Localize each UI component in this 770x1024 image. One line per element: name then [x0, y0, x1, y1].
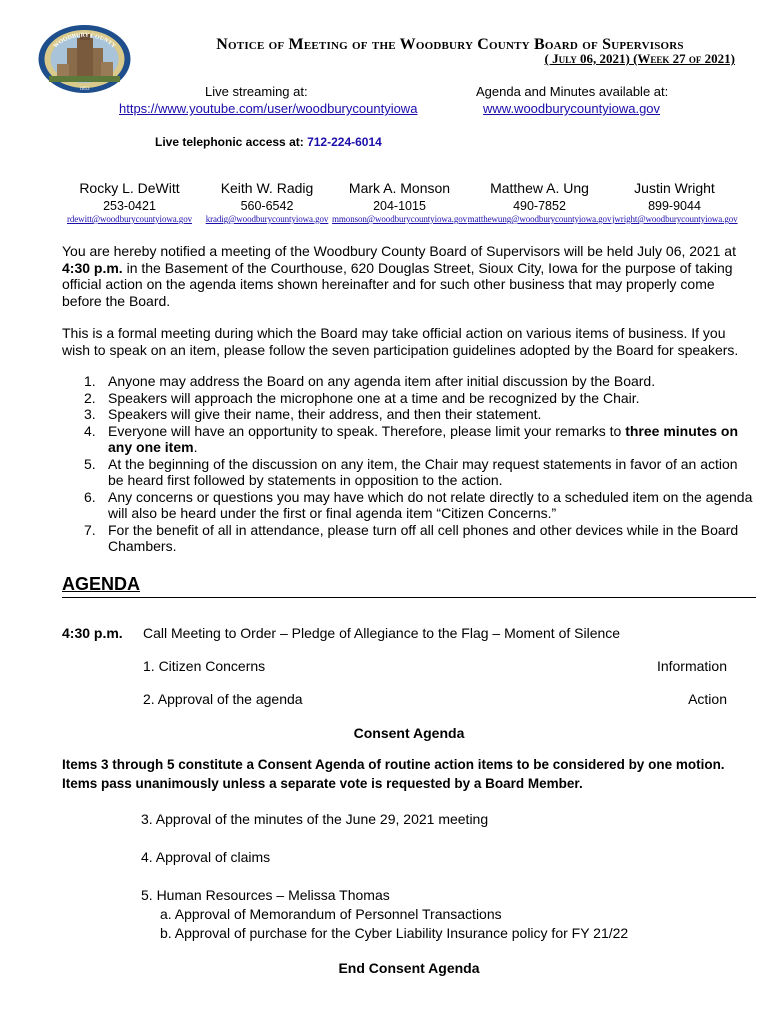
list-item: 2. Speakers will approach the microphone one at a time and be recognized by the Chair.	[84, 389, 640, 406]
list-item: 7. For the benefit of all in attendance, please turn off all cell phones and other devices while in the Board Chambers.	[84, 521, 739, 554]
supervisor-roster	[57, 180, 737, 230]
supervisor-radig: Keith W. Radig 560-6542 kradig@woodburycountyiowa.gov	[202, 180, 332, 224]
notice-paragraph: You are hereby notified a meeting of the Woodbury County Board of Supervisors will be held July 06, 2021 at 4:30 p.m. in the Basement of the Courthouse, 620 Douglas Street, Sioux City, Iowa for the purpose of taking official action on the agenda items shown hereinafter and for such other business that may properly come before the Board.	[62, 243, 736, 309]
agenda-item-citizen-concerns: 1. Citizen Concerns	[143, 658, 266, 674]
agenda-item-type: Information	[656, 658, 727, 674]
supervisor-dewitt: Rocky L. DeWitt 253-0421 rdewitt@woodburycountyiowa.gov	[57, 180, 202, 224]
meeting-time: 4:30 p.m.	[62, 259, 123, 276]
list-item: 3. Speakers will give their name, their address, and then their statement.	[84, 406, 542, 422]
streaming-link[interactable]: https://www.youtube.com/user/woodburycountyiowa	[119, 101, 418, 116]
supervisor-wright: Justin Wright 899-9044 jwright@woodburycountyiowa.gov	[612, 180, 738, 224]
sub-item-personnel: a. Approval of Memorandum of Personnel Transactions	[160, 906, 502, 922]
phone-label: Live telephonic access at	[155, 135, 300, 149]
meeting-date: ( July 06, 2021) (Week 27 of 2021)	[544, 51, 735, 66]
agenda-divider	[62, 597, 756, 598]
email-link[interactable]: rdewitt@woodburycountyiowa.gov	[66, 214, 193, 224]
consent-item-minutes: 3. Approval of the minutes of the June 29, 2021 meeting	[141, 811, 489, 827]
list-item: 4. Everyone will have an opportunity to speak. Therefore, please limit your remarks to three minutes on any one item.	[84, 422, 739, 455]
telephonic-access: Live telephonic access at: 712-224-6014	[155, 135, 382, 149]
formal-meeting-paragraph: This is a formal meeting during which the Board may take official action on various items of business. If you wish to speak on an item, please follow the seven participation guidelines adopted by the Board for speakers.	[62, 325, 739, 358]
svg-text:WOODBURY COUNTY: WOODBURY COUNTY	[52, 32, 117, 50]
phone-number: 712-224-6014	[307, 135, 382, 149]
speaker-guidelines	[62, 373, 754, 555]
list-item: 1. Anyone may address the Board on any agenda item after initial discussion by the Board.	[84, 373, 656, 389]
agenda-opening: Call Meeting to Order – Pledge of Allegiance to the Flag – Moment of Silence	[143, 625, 621, 641]
county-website-link[interactable]: www.woodburycountyiowa.gov	[483, 101, 661, 116]
consent-note: Items 3 through 5 constitute a Consent Agenda of routine action items to be considered by one motion. Items pass unanimously unless a separate vote is requested by a Board Member.	[62, 757, 725, 791]
sub-item-cyber-insurance: b. Approval of purchase for the Cyber Liability Insurance policy for FY 21/22	[160, 925, 629, 941]
list-item: 6. Any concerns or questions you may have which do not relate directly to a scheduled item on the agenda will also be heard under the first or final agenda item “Citizen Concerns.”	[84, 488, 753, 521]
agenda-item-type: Action	[688, 691, 727, 707]
list-item: 5. At the beginning of the discussion on any item, the Chair may request statements in favor of an action be heard first followed by statements in opposition to the action.	[84, 455, 738, 488]
consent-agenda-heading: Consent Agenda	[353, 725, 465, 741]
agenda-time: 4:30 p.m.	[62, 625, 123, 641]
agenda-item-approval: 2. Approval of the agenda	[143, 691, 303, 707]
email-link[interactable]: matthewung@woodburycountyiowa.gov	[467, 214, 612, 224]
streaming-label: Live streaming at:	[205, 84, 308, 99]
page-title: Notice of Meeting of the Woodbury County Board of Supervisors	[216, 36, 684, 53]
agenda-heading: AGENDA	[62, 574, 141, 594]
county-seal-logo	[37, 24, 132, 94]
svg-text:1853: 1853	[79, 87, 90, 92]
agenda-minutes-label: Agenda and Minutes available at:	[476, 84, 669, 99]
email-link[interactable]: mmonson@woodburycountyiowa.gov	[332, 214, 468, 224]
supervisor-monson: Mark A. Monson 204-1015 mmonson@woodburycountyiowa.gov	[332, 180, 468, 224]
consent-item-claims: 4. Approval of claims	[141, 849, 271, 865]
end-consent-agenda: End Consent Agenda	[338, 960, 480, 976]
email-link[interactable]: jwright@woodburycountyiowa.gov	[612, 214, 738, 224]
email-link[interactable]: kradig@woodburycountyiowa.gov	[205, 214, 329, 224]
consent-item-hr: 5. Human Resources – Melissa Thomas	[141, 887, 390, 903]
supervisor-ung: Matthew A. Ung 490-7852 matthewung@woodburycountyiowa.gov	[467, 180, 612, 224]
